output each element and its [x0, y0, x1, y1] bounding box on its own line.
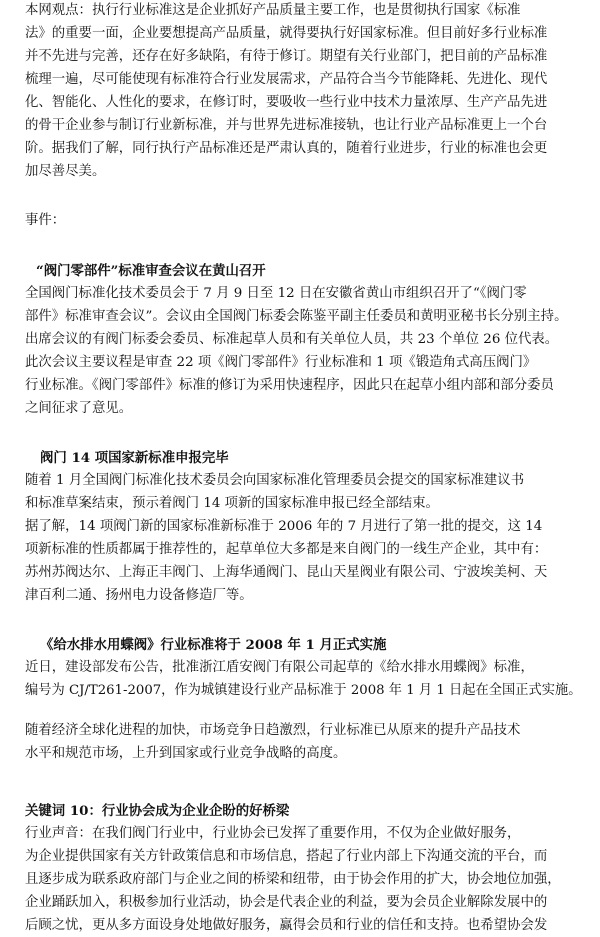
text-line: 本网观点：执行行业标准这是企业抓好产品质量主要工作，也是贯彻执行国家《标准 [25, 3, 521, 18]
text-line: 加尽善尽美。 [25, 164, 106, 179]
text-line: 和标准草案结束，预示着阀门 14 项新的国家标准申报已经全部结束。 [25, 496, 439, 511]
event-heading: 《给水排水用蝶阀》行业标准将于 2008 年 1 月正式实施 [40, 637, 387, 653]
text-line: 津百利二通、扬州电力设备修造厂等。 [25, 588, 253, 603]
text-line: 随着经济全球化进程的加快，市场竞争日趋激烈，行业标准已从原来的提升产品技术 [25, 723, 521, 738]
text-line: 近日，建设部发布公告，批准浙江盾安阀门有限公司起草的《给水排水用蝶阀》标准， [25, 660, 534, 675]
text-line: 据了解，14 项阀门新的国家标准新标准于 2006 年的 7 月进行了第一批的提交，这 14 [25, 519, 543, 534]
event-heading: 阀门 14 项国家新标准申报完毕 [40, 450, 229, 466]
section-label: 事件： [25, 213, 66, 228]
text-line: 全国阀门标准化技术委员会于 7 月 9 日至 12 日在安徽省黄山市组织召开了“《阀门零 [25, 286, 527, 301]
text-line: 出席会议的有阀门标委会委员、标准起草人员和有关单位人员，共 23 个单位 26 位代表。 [25, 332, 559, 347]
text-line: 后顾之忧，更从多方面设身处地做好服务，赢得会员和行业的信任和支持。也希望协会发 [25, 918, 548, 933]
event-heading: “阀门零部件”标准审查会议在黄山召开 [36, 263, 266, 279]
keyword-heading: 关键词 10：行业协会成为企业企盼的好桥梁 [25, 803, 290, 819]
text-line: 为企业提供国家有关方针政策信息和市场信息，搭起了行业内部上下沟通交流的平台，而 [25, 849, 548, 864]
text-line: 部件》标准审查会议”。会议由全国阀门标委会陈鉴平副主任委员和黄明亚秘书长分别主持。 [25, 309, 568, 324]
text-line: 苏州苏阀达尔、上海正丰阀门、上海华通阀门、昆山天星阀业有限公司、宁波埃美柯、天 [25, 565, 548, 580]
text-line: 行业声音：在我们阀门行业中，行业协会已发挥了重要作用，不仅为企业做好服务， [25, 826, 521, 841]
text-line: 且逐步成为联系政府部门与企业之间的桥梁和纽带，由于协会作用的扩大，协会地位加强， [25, 872, 561, 887]
text-line: 水平和规范市场，上升到国家或行业竞争战略的高度。 [25, 746, 347, 761]
text-line: 化、智能化、人性化的要求，在修订时，要吸收一些行业中技术力量浓厚、生产产品先进 [25, 95, 548, 110]
text-line: 的骨干企业参与制订行业新标准，并与世界先进标准接轨，也让行业产品标准更上一个台 [25, 118, 548, 133]
text-line: 梳理一遍，尽可能使现有标准符合行业发展需求，产品符合当今节能降耗、先进化、现代 [25, 72, 548, 87]
text-line: 此次会议主要议程是审查 22 项《阀门零部件》行业标准和 1 项《锻造角式高压阀门》 [25, 355, 537, 370]
text-line: 阶。据我们了解，同行执行产品标准还是严肃认真的，随着行业进步，行业的标准也会更 [25, 141, 548, 156]
text-line: 之间征求了意见。 [25, 401, 133, 416]
text-line: 企业踊跃加入，积极参加行业活动，协会是代表企业的利益，要为会员企业解除发展中的 [25, 895, 548, 910]
text-line: 法》的重要一面，企业要想提高产品质量，就得要执行好国家标准。但目前好多行业标准 [25, 26, 548, 41]
text-line: 项新标准的性质都属于推荐性的，起草单位大多都是来自阀门的一线生产企业，其中有： [25, 542, 548, 557]
text-line: 并不先进与完善，还存在好多缺陷，有待于修订。期望有关行业部门，把目前的产品标准 [25, 49, 548, 64]
text-line: 随着 1 月全国阀门标准化技术委员会向国家标准化管理委员会提交的国家标准建议书 [25, 473, 525, 488]
text-line: 编号为 CJ/T261-2007，作为城镇建设行业产品标准于 2008 年 1 月 1 日起在全国正式实施。 [25, 683, 582, 698]
text-line: 行业标准。《阀门零部件》标准的修订为采用快速程序，因此只在起草小组内部和部分委员 [25, 378, 554, 393]
